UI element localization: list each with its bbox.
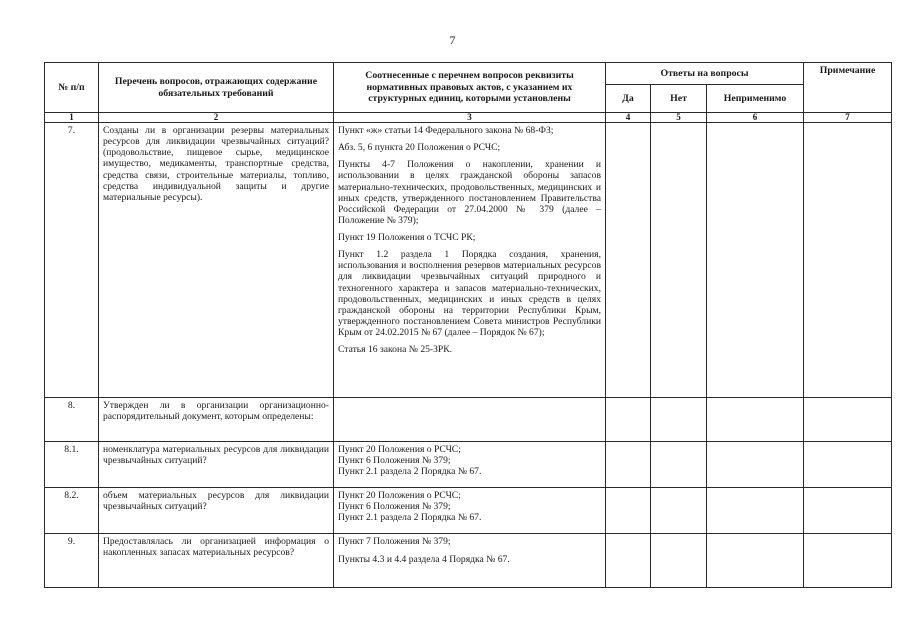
question-text: Созданы ли в организации резервы материальных ресурсов для ликвидации чрезвычайных ситуаций? (продовольствие, пищевое сырье, медицинское имущество, медикаменты, транспортные средства, средства связи, строительные материалы, топливо, средства индивидуальной защиты и другие материальные ресурсы). xyxy=(99,123,334,398)
column-number: 7 xyxy=(804,113,892,123)
column-number-row xyxy=(45,113,892,123)
table-row xyxy=(45,123,892,398)
requisites-cell xyxy=(334,123,606,398)
header-note: Примечание xyxy=(804,63,892,113)
question-text: Утвержден ли в организации организационно-распорядительный документ, которым определены: xyxy=(99,398,334,442)
row-number: 8.2. xyxy=(45,488,99,534)
answer-yes-cell xyxy=(606,488,651,534)
header-num: № п/п xyxy=(45,63,99,113)
checklist-table xyxy=(44,62,892,588)
column-number: 3 xyxy=(334,113,606,123)
question-text: объем материальных ресурсов для ликвидации чрезвычайных ситуаций? xyxy=(99,488,334,534)
header-requisites: Соотнесенные с перечнем вопросов реквизиты нормативных правовых актов, с указанием их структурных единиц, которыми установлены xyxy=(334,63,606,113)
note-cell xyxy=(804,534,892,588)
answer-na-cell xyxy=(707,442,804,488)
answer-no-cell xyxy=(651,488,707,534)
requisite-item: Пункт 20 Положения о РСЧС; xyxy=(338,490,461,501)
answer-no-cell xyxy=(651,442,707,488)
table-row xyxy=(45,488,892,534)
row-number: 8.1. xyxy=(45,442,99,488)
column-number: 2 xyxy=(99,113,334,123)
answer-no-cell xyxy=(651,123,707,398)
question-text: номенклатура материальных ресурсов для ликвидации чрезвычайных ситуаций? xyxy=(99,442,334,488)
requisite-item: Пункт 2.1 раздела 2 Порядка № 67. xyxy=(338,466,482,478)
requisites-cell xyxy=(334,534,606,588)
table-row xyxy=(45,442,892,488)
requisite-item: Пункт 1.2 раздела 1 Порядка создания, хранения, использования и восполнения резервов материальных ресурсов для ликвидации чрезвычайных ситуаций природного и техногенного характера и запасов материально-технических, продовольственных, медицинских и иных средств в целях гражданской обороны на территории Республики Крым, утвержденного постановлением Совета министров Республики Крым от 24.02.2015 № 67 (далее – Порядок № 67); xyxy=(338,249,601,338)
answer-no-cell xyxy=(651,534,707,588)
note-cell xyxy=(804,442,892,488)
answer-na-cell xyxy=(707,123,804,398)
requisites-cell xyxy=(334,488,606,534)
requisite-item: Пункт «ж» статьи 14 Федерального закона № 68-ФЗ; xyxy=(338,125,554,136)
requisite-item: Абз. 5, 6 пункта 20 Положения о РСЧС; xyxy=(338,142,501,154)
requisite-item: Пункты 4-7 Положения о накоплении, хранении и использовании в целях гражданской обороны запасов материально-технических, продовольственных, медицинских и иных средств, утвержденного постановлением Правительства Российской Федерации от 27.04.2000 № 379 (далее – Положение № 379); xyxy=(338,159,601,226)
answer-yes-cell xyxy=(606,123,651,398)
row-number: 8. xyxy=(45,398,99,442)
table-row xyxy=(45,398,892,442)
header-questions: Перечень вопросов, отражающих содержание обязательных требований xyxy=(99,63,334,113)
page-number: 7 xyxy=(449,33,456,47)
note-cell xyxy=(804,488,892,534)
note-cell xyxy=(804,123,892,398)
answer-na-cell xyxy=(707,398,804,442)
answer-na-cell xyxy=(707,534,804,588)
answer-yes-cell xyxy=(606,398,651,442)
answer-yes-cell xyxy=(606,442,651,488)
answer-no-cell xyxy=(651,398,707,442)
requisite-item: Пункт 2.1 раздела 2 Порядка № 67. xyxy=(338,512,482,524)
answer-yes-cell xyxy=(606,534,651,588)
requisite-item: Статья 16 закона № 25-ЗРК. xyxy=(338,344,453,356)
requisite-item: Пункт 20 Положения о РСЧС; xyxy=(338,444,461,455)
question-text: Предоставлялась ли организацией информация о накопленных запасах материальных ресурсов? xyxy=(99,534,334,588)
requisite-item: Пункт 6 Положения № 379; xyxy=(338,455,451,467)
column-number: 1 xyxy=(45,113,99,123)
requisite-item: Пункт 19 Положения о ТСЧС РК; xyxy=(338,232,476,243)
requisites-cell xyxy=(334,398,606,442)
requisite-item: Пункт 6 Положения № 379; xyxy=(338,501,451,513)
header-not-applicable: Неприменимо xyxy=(707,85,804,113)
note-cell xyxy=(804,398,892,442)
answer-na-cell xyxy=(707,488,804,534)
table-row xyxy=(45,534,892,588)
requisites-cell xyxy=(334,442,606,488)
header-answers-group: Ответы на вопросы xyxy=(606,63,804,85)
header-no: Нет xyxy=(651,85,707,113)
column-number: 5 xyxy=(651,113,707,123)
column-number: 6 xyxy=(707,113,804,123)
column-number: 4 xyxy=(606,113,651,123)
row-number: 7. xyxy=(45,123,99,398)
row-number: 9. xyxy=(45,534,99,588)
requisite-item: Пункты 4.3 и 4.4 раздела 4 Порядка № 67. xyxy=(338,554,510,566)
requisite-item: Пункт 7 Положения № 379; xyxy=(338,536,451,547)
header-yes: Да xyxy=(606,85,651,113)
